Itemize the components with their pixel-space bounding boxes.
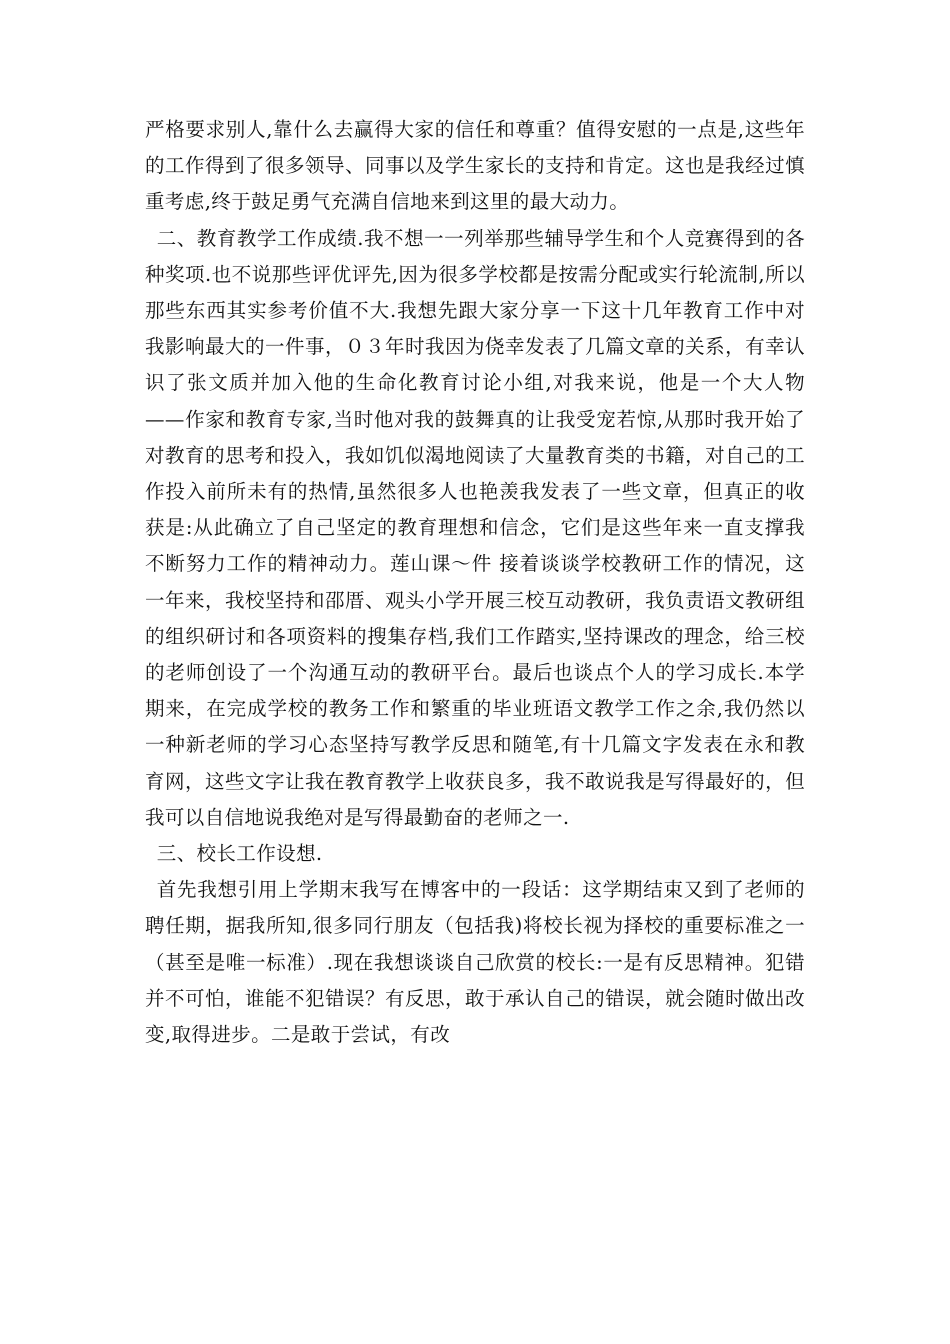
document-page [145, 112, 805, 1053]
section-heading-3: 三、校长工作设想. [156, 842, 323, 866]
paragraph-4: 首先我想引用上学期末我写在博客中的一段话：这学期结束又到了老师的聘任期，据我所知,很多同行朋友（包括我)将校长视为择校的重要标准之一（甚至是唯一标准）.现在我想谈谈自己欣赏的校长:一是有反思精神。犯错并不可怕，谁能不犯错误？有反思，敢于承认自己的错误，就会随时做出改变,取得进步。二是敢于尝试，有改 [145, 878, 805, 1047]
paragraph-2: 二、教育教学工作成绩.我不想一一列举那些辅导学生和个人竞赛得到的各种奖项.也不说那些评优评先,因为很多学校都是按需分配或实行轮流制,所以那些东西其实参考价值不大.我想先跟大家分享一下这十几年教育工作中对我影响最大的一件事，０３年时我因为侥幸发表了几篇文章的关系，有幸认识了张文质并加入他的生命化教育讨论小组,对我来说，他是一个大人物——作家和教育专家,当时他对我的鼓舞真的让我受宠若惊,从那时我开始了对教育的思考和投入，我如饥似渴地阅读了大量教育类的书籍，对自己的工作投入前所未有的热情,虽然很多人也艳羡我发表了一些文章，但真正的收获是:从此确立了自己坚定的教育理想和信念，它们是这些年来一直支撑我不断努力工作的精神动力。莲山课～件 接着谈谈学校教研工作的情况，这一年来，我校坚持和邵厝、观头小学开展三校互动教研，我负责语文教研组的组织研讨和各项资料的搜集存档,我们工作踏实,坚持课改的理念，给三校的老师创设了一个沟通互动的教研平台。最后也谈点个人的学习成长.本学期来，在完成学校的教务工作和繁重的毕业班语文教学工作之余,我仍然以一种新老师的学习心态坚持写教学反思和随笔,有十几篇文字发表在永和教育网，这些文字让我在教育教学上收获良多，我不敢说我是写得最好的，但我可以自信地说我绝对是写得最勤奋的老师之一. [145, 226, 805, 829]
paragraph-1: 严格要求别人,靠什么去赢得大家的信任和尊重？值得安慰的一点是,这些年的工作得到了很多领导、同事以及学生家长的支持和肯定。这也是我经过慎重考虑,终于鼓足勇气充满自信地来到这里的最大动力。 [145, 118, 805, 214]
